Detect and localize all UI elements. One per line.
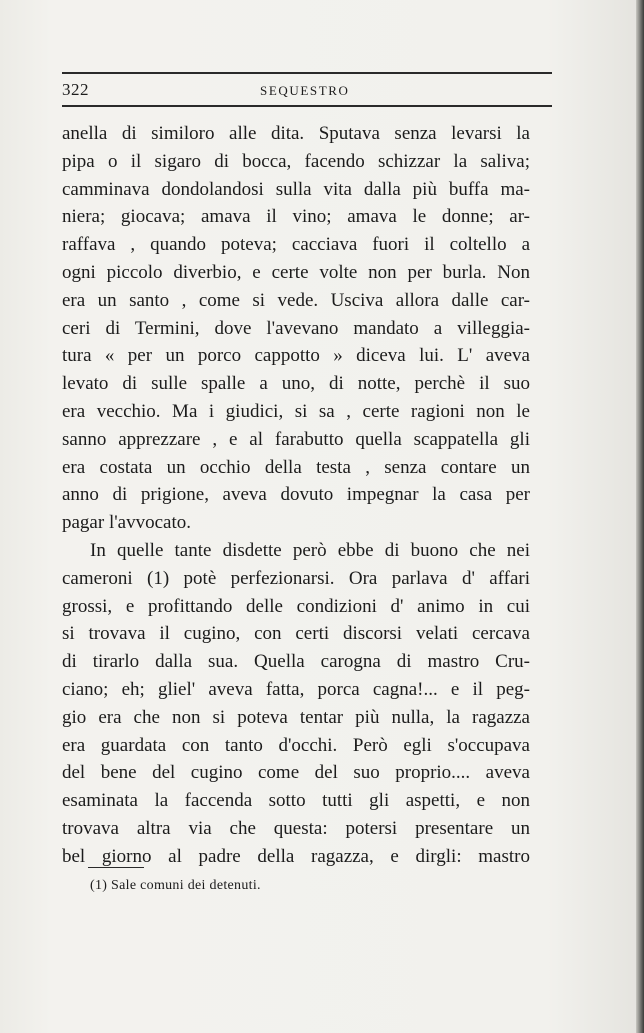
text-line: bel giorno al padre della ragazza, e dirgli: mastro — [62, 845, 530, 867]
footnote-rule — [88, 867, 144, 868]
text-line: di tirarlo dalla sua. Quella carogna di mastro Cru- — [62, 651, 530, 673]
page-number: 322 — [62, 80, 89, 99]
text-line: era costata un occhio della testa , senza contare un — [62, 456, 530, 478]
text-line: grossi, e profittando delle condizioni d' animo in cui — [62, 595, 530, 617]
text-line: era vecchio. Ma i giudici, si sa , certe ragioni non le — [62, 400, 530, 422]
text-line: cameroni (1) potè perfezionarsi. Ora parlava d' affari — [62, 567, 530, 589]
text-line: del bene del cugino come del suo proprio.... aveva — [62, 762, 530, 784]
text-line: esaminata la faccenda sotto tutti gli aspetti, e non — [62, 790, 530, 812]
body-text — [62, 120, 530, 871]
text-line: pagar l'avvocato. — [62, 512, 191, 534]
header-rule — [62, 105, 552, 107]
running-title: SEQUESTRO — [260, 83, 350, 98]
top-rule — [62, 72, 552, 74]
text-line: raffava , quando poteva; cacciava fuori il coltello a — [62, 234, 530, 256]
text-line: gio era che non si poteva tentar più nulla, la ragazza — [62, 706, 530, 728]
text-line: In quelle tante disdette però ebbe di buono che nei — [90, 539, 530, 561]
text-line: trovava altra via che questa: potersi presentare un — [62, 817, 530, 839]
page-edge-shadow — [636, 0, 644, 1033]
text-line: anno di prigione, aveva dovuto impegnar la casa per — [62, 484, 530, 506]
text-line: era guardata con tanto d'occhi. Però egli s'occupava — [62, 734, 530, 756]
text-line: tura « per un porco cappotto » diceva lui. L' aveva — [62, 345, 530, 367]
text-line: niera; giocava; amava il vino; amava le donne; ar- — [62, 206, 530, 228]
text-line: ceri di Termini, dove l'avevano mandato a villeggia- — [62, 317, 530, 339]
text-line: ciano; eh; gliel' aveva fatta, porca cagna!... e il peg- — [62, 678, 530, 700]
text-line: anella di similoro alle dita. Sputava senza levarsi la — [62, 123, 530, 144]
text-line: pipa o il sigaro di bocca, facendo schizzar la saliva; — [62, 150, 530, 172]
text-line: camminava dondolandosi sulla vita dalla più buffa ma- — [62, 178, 530, 200]
text-line: era un santo , come si vede. Usciva allora dalle car- — [62, 289, 530, 311]
text-line: ogni piccolo diverbio, e certe volte non per burla. Non — [62, 261, 530, 283]
text-line: sanno apprezzare , e al farabutto quella scappatella gli — [62, 428, 530, 450]
footnote: (1) Sale comuni dei detenuti. — [90, 878, 261, 893]
text-line: levato di sulle spalle a uno, di notte, perchè il suo — [62, 373, 530, 395]
running-head — [62, 80, 552, 104]
text-line: si trovava il cugino, con certi discorsi velati cercava — [62, 623, 530, 645]
